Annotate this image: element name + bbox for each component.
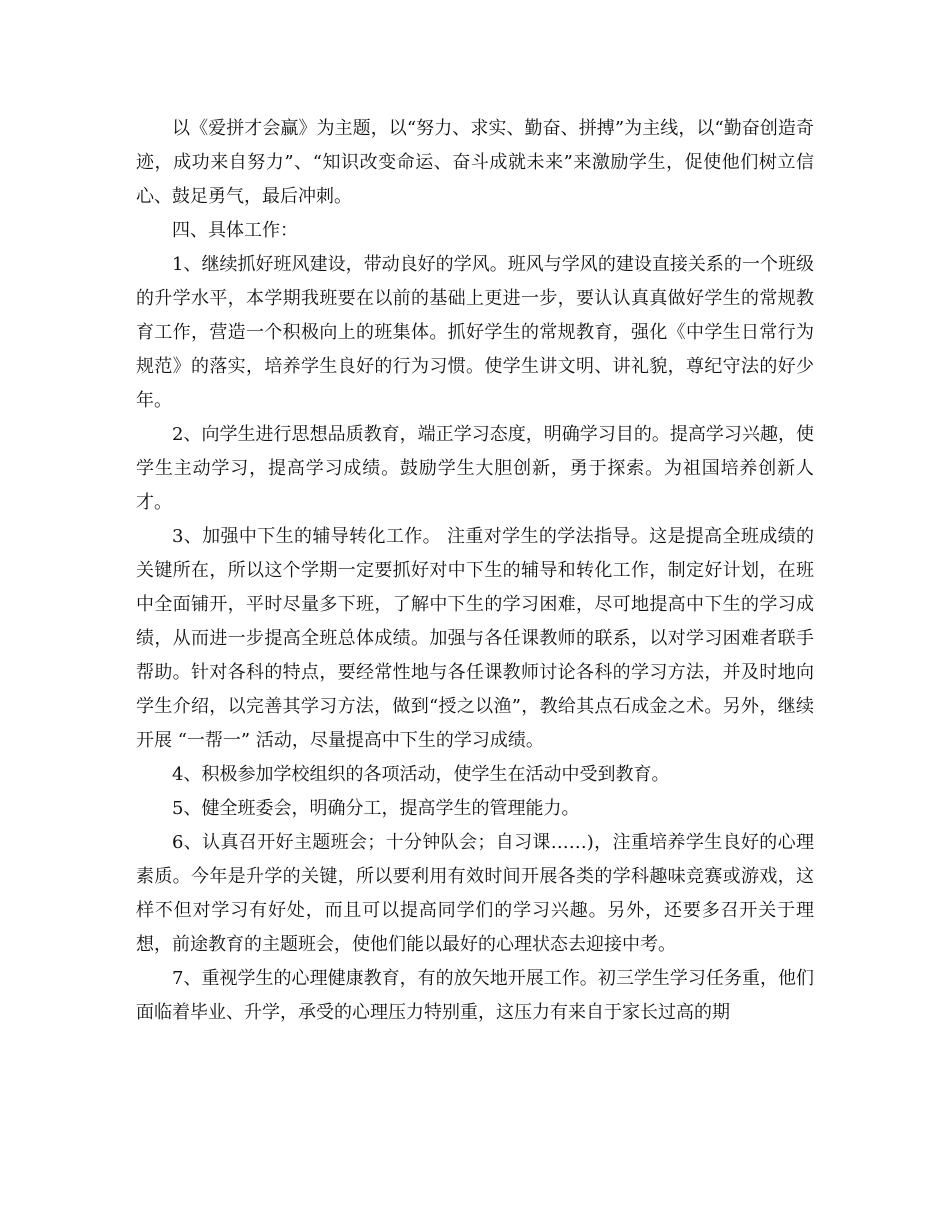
paragraph-item-7: 7、重视学生的心理健康教育，有的放矢地开展工作。初三学生学习任务重，他们面临着毕业、升学，承受的心理压力特别重，这压力有来自于家长过高的期	[136, 968, 814, 1023]
paragraph-item-6: 6、认真召开好主题班会；十分钟队会；自习课……)，注重培养学生良好的心理素质。今年是升学的关键，所以要利用有效时间开展各类的学科趣味竞赛或游戏，这样不但对学习有好处，而且可以提高同学们的学习兴趣。另外，还要多召开关于理想，前途教育的主题班会，使他们能以最好的心理状态去迎接中考。	[136, 832, 814, 955]
document-page	[136, 112, 814, 1030]
paragraph-item-4: 4、积极参加学校组织的各项活动，使学生在活动中受到教育。	[172, 764, 670, 785]
paragraph-item-3: 3、加强中下生的辅导转化工作。 注重对学生的学法指导。这是提高全班成绩的关键所在，所以这个学期一定要抓好对中下生的辅导和转化工作，制定好计划，在班中全面铺开，平时尽量多下班，了解中下生的学习困难，尽可地提高中下生的学习成绩，从而进一步提高全班总体成绩。加强与各任课教师的联系，以对学习困难者联手帮助。针对各科的特点，要经常性地与各任课教师讨论各科的学习方法，并及时地向学生介绍，以完善其学习方法，做到“授之以渔”，教给其点石成金之术。另外，继续开展 “一帮一” 活动，尽量提高中下生的学习成绩。	[136, 526, 814, 751]
section-heading-specific-work: 四、具体工作：	[172, 220, 298, 241]
paragraph-item-5: 5、健全班委会，明确分工，提高学生的管理能力。	[172, 798, 580, 819]
paragraph-theme: 以《爱拼才会赢》为主题，以“努力、求实、勤奋、拼搏”为主线，以“勤奋创造奇迹，成功来自努力”、“知识改变命运、奋斗成就未来”来激励学生，促使他们树立信心、鼓足勇气，最后冲刺。	[136, 118, 814, 207]
paragraph-item-2: 2、向学生进行思想品质教育，端正学习态度，明确学习目的。提高学习兴趣，使学生主动学习，提高学习成绩。鼓励学生大胆创新，勇于探索。为祖国培养创新人才。	[136, 424, 814, 513]
paragraph-item-1: 1、继续抓好班风建设，带动良好的学风。班风与学风的建设直接关系的一个班级的升学水平，本学期我班要在以前的基础上更进一步，要认认真真做好学生的常规教育工作，营造一个积极向上的班集体。抓好学生的常规教育，强化《中学生日常行为规范》的落实，培养学生良好的行为习惯。使学生讲文明、讲礼貌，尊纪守法的好少年。	[136, 254, 814, 411]
